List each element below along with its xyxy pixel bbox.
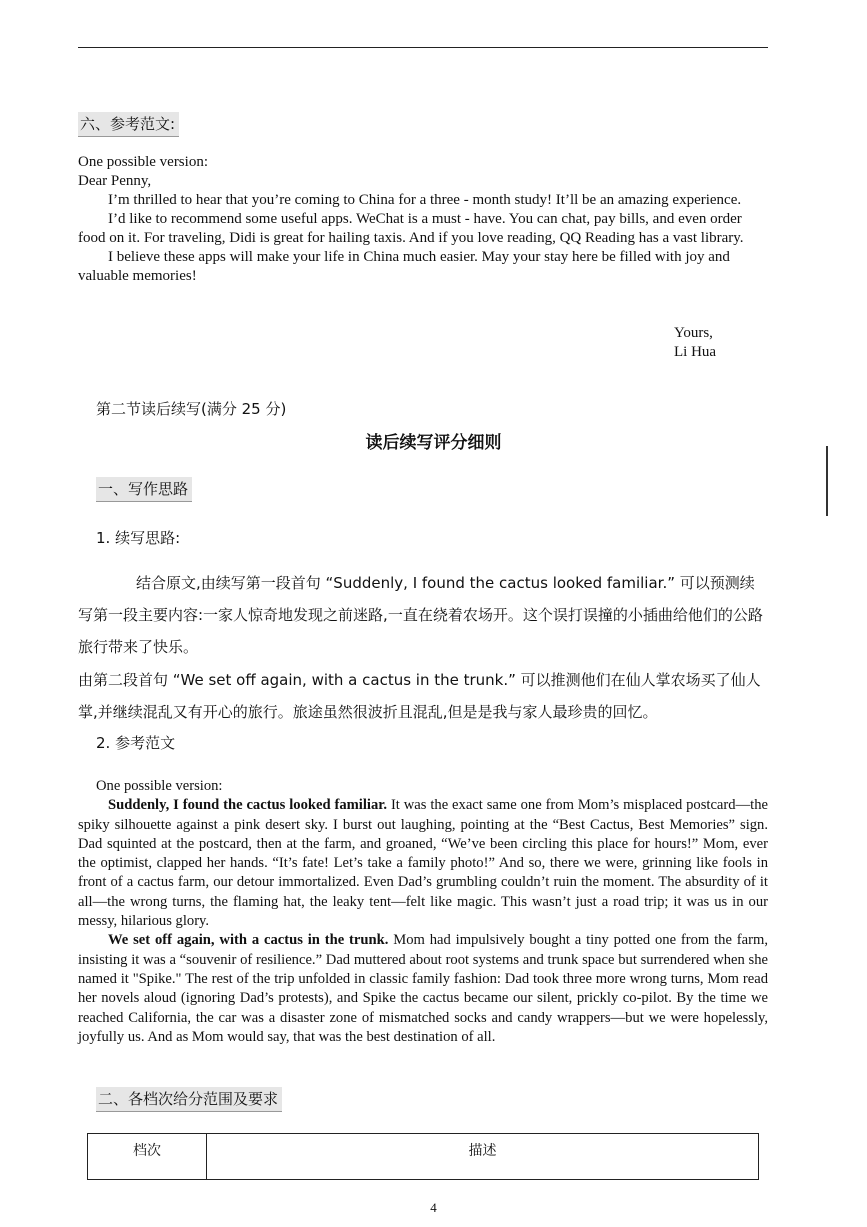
header-rule: [78, 47, 768, 48]
sample-essay: [78, 777, 768, 1047]
section-heading-grading-levels: 二、各档次给分范围及要求: [96, 1087, 282, 1112]
letter-paragraph-2: I’d like to recommend some useful apps. WeChat is a must - have. You can chat, pay bills, and even order food on it. For traveling, Didi is great for hailing taxis. And if you love reading, QQ Reading has a vast library.: [78, 211, 744, 246]
letter-closing: Yours,: [674, 325, 713, 341]
part-label: 第二节读后续写(满分 25 分): [96, 400, 287, 418]
section-heading-reference: 六、参考范文:: [78, 112, 179, 137]
table-header-description: 描述: [207, 1134, 759, 1180]
idea-paragraph-1: 结合原文,由续写第一段首句 “Suddenly, I found the cactus looked familiar.” 可以预测续写第一段主要内容:一家人惊奇地发现之前迷路,一直在绕着农场开。这个误打误撞的小插曲给他们的公路旅行带来了快乐。: [78, 574, 763, 656]
essay-paragraph-2-opening: We set off again, with a cactus in the trunk.: [108, 932, 389, 949]
idea-paragraph-2: 由第二段首句 “We set off again, with a cactus in the trunk.” 可以推测他们在仙人掌农场买了仙人掌,并继续混乱又有开心的旅行。旅途虽然很波折且混乱,但是是我与家人最珍贵的回忆。: [78, 671, 761, 721]
scan-edge-mark: [826, 446, 828, 516]
letter-intro: One possible version:: [78, 154, 208, 170]
essay-paragraph-1: [78, 796, 768, 931]
letter-greeting: Dear Penny,: [78, 173, 152, 189]
table-row: [88, 1134, 759, 1180]
essay-paragraph-2: [78, 931, 768, 1047]
page-title: 读后续写评分细则: [365, 433, 502, 453]
item-2-label: 2. 参考范文: [96, 734, 176, 752]
essay-paragraph-2-body: Mom had impulsively bought a tiny potted one from the farm, insisting it was a “souvenir of resilience.” Dad muttered about root systems and trunk space but surrendered when she named it "Spike." The rest of the trip unfolded in classic family fashion: Dad took three more wrong turns, Mom read her novels aloud (ignoring Dad’s protests), and Spike the cactus became our silent, prickly co-pilot. By the time we reached California, the car was a disaster zone of mismatched socks and candy wrappers—but we were hopelessly, joyfully us. And as Mom would say, that was the best destination of all.: [78, 932, 769, 1045]
letter-paragraph-3: I believe these apps will make your life in China much easier. May your stay here be filled with joy and valuable memories!: [78, 249, 730, 284]
letter-paragraph-1: I’m thrilled to hear that you’re coming to China for a three - month study! It’ll be an amazing experience.: [108, 192, 742, 208]
table-header-level: 档次: [88, 1134, 207, 1180]
page-number: 4: [430, 1200, 437, 1215]
essay-paragraph-1-body: It was the exact same one from Mom’s misplaced postcard—the spiky silhouette against a pink desert sky. I burst out laughing, pointing at the “Best Cactus, Best Memories” sign. Dad squinted at the postcard, then at the farm, and groaned, “We’ve been circling this place for hours!” Mom, ever the optimist, clapped her hands. “It’s fate! Let’s take a family photo!” And so, there we were, grinning like fools in front of a cactus farm, our detour immortalized. Even Dad’s grumbling couldn’t ruin the moment. The absurdity of it all—the wrong turns, the flaming hat, the leaky tent—felt like magic. This wasn’t just a road trip; it was us in our messy, hilarious glory.: [78, 797, 768, 930]
essay-paragraph-1-opening: Suddenly, I found the cactus looked familiar.: [108, 797, 388, 814]
letter: [78, 153, 768, 286]
essay-intro: One possible version:: [96, 778, 223, 794]
section-heading-writing-idea: 一、写作思路: [96, 477, 192, 502]
item-1-label: 1. 续写思路:: [96, 529, 181, 547]
grading-table: [87, 1133, 759, 1180]
letter-signature: Li Hua: [674, 344, 717, 360]
